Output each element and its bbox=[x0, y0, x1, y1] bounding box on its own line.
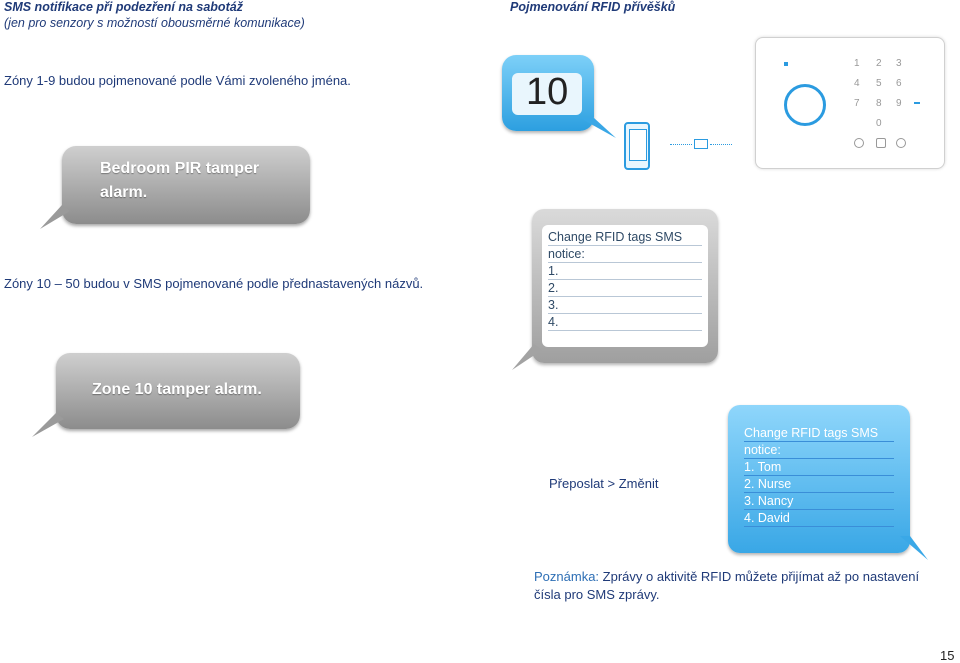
note-label: Poznámka: bbox=[534, 569, 600, 584]
alarm-keypad: 1 2 3 4 5 6 7 8 9 0 bbox=[755, 37, 945, 169]
right-title: Pojmenování RFID přívěšků bbox=[510, 0, 676, 14]
bubble-zone-text: Zone 10 tamper alarm. bbox=[92, 381, 262, 398]
left-subtitle: (jen pro senzory s možností obousměrné komunikace) bbox=[4, 16, 305, 30]
card-tail-1 bbox=[512, 344, 542, 372]
note-text: Zprávy o aktivitě RFID můžete přijímat až po nastavení čísla pro SMS zprávy. bbox=[534, 569, 920, 602]
bubble-tail-1 bbox=[40, 205, 70, 231]
sms-card-empty: Change RFID tags SMS notice: 1. 2. 3. 4. bbox=[532, 209, 718, 363]
sms-bubble-zone10 bbox=[56, 353, 300, 429]
envelope-icon bbox=[694, 139, 708, 149]
blue-bubble-tail bbox=[580, 118, 616, 140]
card-tail-2 bbox=[900, 536, 928, 562]
zones-1-9-text: Zóny 1-9 budou pojmenované podle Vámi zvoleného jména. bbox=[4, 73, 351, 88]
zones-10-50-text: Zóny 10 – 50 budou v SMS pojmenované podle přednastavených názvů. bbox=[4, 276, 424, 291]
page-number: 15 bbox=[940, 648, 955, 663]
sms-card-named: Change RFID tags SMS notice: 1. Tom 2. Nurse 3. Nancy 4. David bbox=[728, 405, 910, 553]
bubble-line-2: alarm. bbox=[100, 184, 148, 201]
sms-bubble-bedroom bbox=[62, 146, 310, 224]
phone-icon bbox=[624, 122, 650, 170]
rfid-ring-icon bbox=[784, 84, 826, 126]
bubble-tail-2 bbox=[32, 413, 64, 439]
forward-change-label: Přeposlat > Změnit bbox=[549, 476, 659, 491]
left-title: SMS notifikace při podezření na sabotáž bbox=[4, 0, 243, 14]
bubble-line-1: Bedroom PIR tamper bbox=[100, 160, 260, 177]
rfid-note bbox=[534, 568, 944, 604]
bubble-number: 10 bbox=[526, 71, 569, 113]
